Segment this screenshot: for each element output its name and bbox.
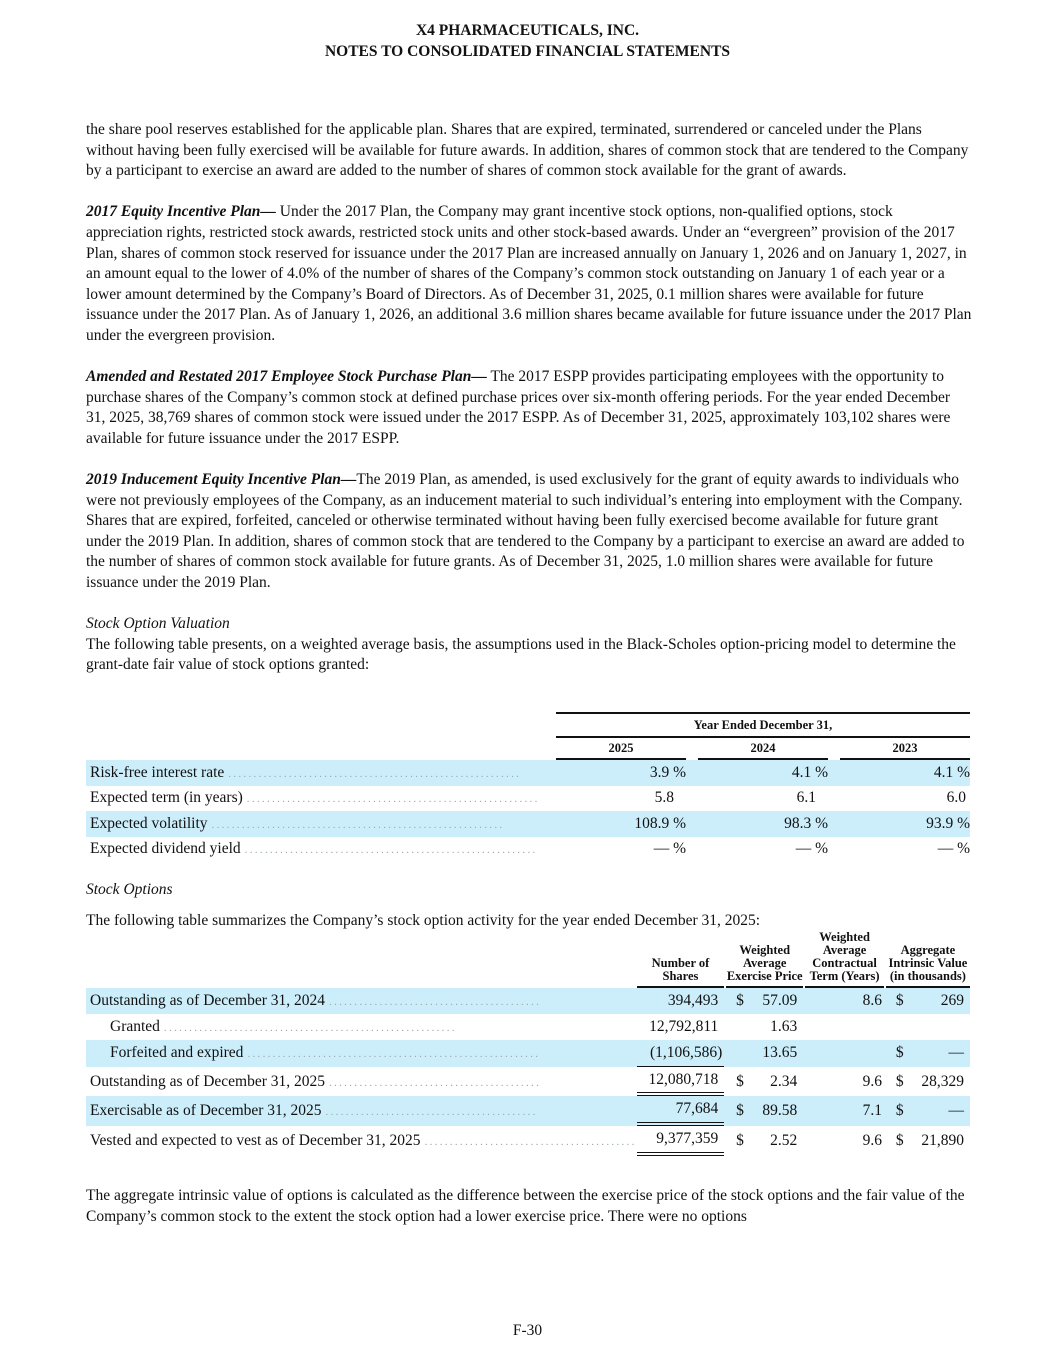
cell-shares: (1,106,586) (637, 1040, 725, 1067)
espp-body: The 2017 ESPP provides participating employees with the opportunity to purchase shares of the Company’s common stock at defined purchase prices over six-month offering periods. For the year ended December 31, 2025, 38,769 shares of common stock were issued under the 2017 ESPP. As of December 31, 2025, approximately 103,102 shares were available for future issuance under the 2017 ESPP. (86, 368, 951, 447)
col-contractual-term: Weighted Average Contractual Term (Years) (805, 931, 884, 988)
options-intro: The following table summarizes the Company’s stock option activity for the year ended December 31, 2025: (86, 911, 761, 929)
row-label: Expected volatility (90, 814, 208, 832)
row-label: Forfeited and expired (110, 1044, 244, 1062)
cell-term (805, 1040, 884, 1067)
currency-symbol: $ (886, 1040, 910, 1067)
valuation-heading: Stock Option Valuation (86, 615, 230, 633)
assumptions-table (86, 712, 970, 862)
cell-term: 8.6 (805, 988, 884, 1014)
col-number-of-shares: Number of Shares (637, 931, 725, 988)
table-row: Expected term (in years) .......................................................... 5.8 6.1 6.0 (86, 786, 970, 812)
cell-value: 108.9 % (556, 811, 686, 837)
cell-intrinsic: 269 (910, 988, 970, 1014)
cell-value: 93.9 % (840, 811, 970, 837)
cell-value: 4.1 % (698, 760, 828, 786)
currency-symbol (726, 1014, 750, 1040)
table-row: Expected dividend yield .......................................................... — % — % — % (86, 837, 970, 863)
currency-symbol: $ (726, 1096, 750, 1126)
options-heading: Stock Options (86, 881, 173, 899)
company-name: X4 PHARMACEUTICALS, INC. (415, 22, 640, 39)
row-label: Outstanding as of December 31, 2025 (90, 1072, 326, 1090)
cell-price: 2.52 (770, 1132, 798, 1150)
currency-symbol: $ (886, 988, 910, 1014)
year-2025-header: 2025 (556, 738, 686, 760)
cell-value: 6.0 (946, 789, 966, 807)
plan-2019-paragraph (86, 470, 972, 594)
intro-paragraph: the share pool reserves established for the applicable plan. Shares that are expired, terminated, surrendered or canceled under the Plans without having been fully exercised will be available for future awards. In addition, shares of common stock that are tendered to the Company by a participant to exercise an award are added to the number of shares of common stock available for the grant of awards. (86, 121, 969, 180)
currency-symbol: $ (726, 988, 750, 1014)
cell-shares: 9,377,359 (637, 1126, 725, 1156)
table-row: Outstanding as of December 31, 2024 .......................................... 394,493 $ 57.09 8.6 $ 269 (86, 988, 970, 1014)
cell-value: 3.9 % (556, 760, 686, 786)
cell-intrinsic: 21,890 (921, 1132, 964, 1150)
table-row: Granted .......................................................... 12,792,811 1.63 (86, 1014, 970, 1040)
cell-price: 89.58 (750, 1096, 803, 1126)
cell-value: 6.1 (796, 789, 816, 807)
cell-price: 1.63 (770, 1017, 798, 1035)
cell-value: — % (653, 840, 686, 858)
table-row: Expected volatility .......................................................... 108.9 % 98.3 % 93.9 % (86, 811, 970, 837)
cell-shares: 12,080,718 (637, 1067, 725, 1097)
row-label: Exercisable as of December 31, 2025 (90, 1102, 322, 1120)
cell-price: 57.09 (750, 988, 803, 1014)
cell-price: 13.65 (750, 1040, 803, 1067)
cell-price: 2.34 (770, 1072, 798, 1090)
row-label: Vested and expected to vest as of December 31, 2025 (90, 1132, 421, 1150)
currency-symbol (726, 1040, 750, 1067)
plan-2019-body: The 2019 Plan, as amended, is used exclusively for the grant of equity awards to individuals who were not previously employees of the Company, as an inducement material to such individual’s entering into employment with the Company. Shares that are expired, forfeited, canceled or otherwise terminated without having been fully exercised become available for future grant under the 2019 Plan. In addition, shares of common stock that are tendered to the Company by a participant to exercise an award are added to the number of shares of common stock available for future grants. As of December 31, 2025, 1.0 million shares were available for future issuance under the 2019 Plan. (86, 471, 965, 592)
espp-paragraph (86, 367, 972, 449)
currency-symbol: $ (886, 1096, 910, 1126)
cell-term: 9.6 (862, 1132, 883, 1150)
currency-symbol (886, 1014, 910, 1040)
row-label: Outstanding as of December 31, 2024 (90, 992, 326, 1010)
stock-options-table (86, 931, 970, 1156)
row-label: Expected dividend yield (90, 840, 241, 858)
page-content (86, 120, 972, 1227)
currency-symbol: $ (895, 1072, 904, 1090)
page-number: F-30 (512, 1322, 543, 1339)
cell-value: 5.8 (654, 789, 674, 807)
plan-2017-body: Under the 2017 Plan, the Company may grant incentive stock options, non-qualified options, stock appreciation rights, restricted stock awards, restricted stock units and other stock-based awards. Under an “evergreen” provision of the 2017 Plan, shares of common stock reserved for issuance under the 2017 Plan are increased annually on January 1, 2026 and on January 1, 2027, in an amount equal to the lower of 4.0% of the number of shares of the Company’s common stock outstanding on January 1 of each year or a lower amount determined by the Company’s Board of Directors. As of December 31, 2025, 0.1 million shares were available for future issuance under the 2017 Plan. As of January 1, 2026, an additional 3.6 million shares became available for future issuance under the 2017 Plan under the evergreen provision. (86, 203, 972, 344)
cell-term (805, 1014, 884, 1040)
section-title: NOTES TO CONSOLIDATED FINANCIAL STATEMENTS (324, 43, 731, 60)
valuation-intro: The following table presents, on a weighted average basis, the assumptions used in the Black-Scholes option-pricing model to determine the grant-date fair value of stock options granted: (86, 635, 956, 674)
currency-symbol: $ (895, 1132, 904, 1150)
cell-shares: 394,493 (637, 988, 725, 1014)
cell-value: — % (795, 840, 828, 858)
col-intrinsic-value: Aggregate Intrinsic Value (in thousands) (886, 931, 970, 988)
cell-term: 9.6 (862, 1072, 883, 1090)
plan-2017-paragraph (86, 202, 972, 346)
espp-title: Amended and Restated 2017 Employee Stock Purchase Plan— (86, 368, 487, 386)
cell-shares: 12,792,811 (649, 1017, 719, 1035)
plan-2017-title: 2017 Equity Incentive Plan— (86, 203, 276, 221)
year-2023-header: 2023 (840, 738, 970, 760)
currency-symbol: $ (736, 1072, 744, 1090)
year-ended-header: Year Ended December 31, (556, 712, 970, 738)
row-label: Risk-free interest rate (90, 763, 225, 781)
plan-2019-title: 2019 Inducement Equity Incentive Plan— (86, 471, 357, 489)
row-label: Granted (110, 1017, 160, 1035)
cell-intrinsic: — (910, 1040, 970, 1067)
col-exercise-price: Weighted Average Exercise Price (726, 931, 803, 988)
currency-symbol: $ (736, 1132, 744, 1150)
table-row: Forfeited and expired .......................................................... (1,106,586) 13.65 $ — (86, 1040, 970, 1067)
cell-intrinsic (910, 1014, 970, 1040)
cell-value: 98.3 % (698, 811, 828, 837)
cell-value: — % (937, 840, 970, 858)
cell-shares: 77,684 (637, 1096, 725, 1126)
cell-term: 7.1 (805, 1096, 884, 1126)
table-row: Risk-free interest rate .......................................................... 3.9 % 4.1 % 4.1 % (86, 760, 970, 786)
closing-paragraph: The aggregate intrinsic value of options is calculated as the difference between the exercise price of the stock options and the fair value of the Company’s common stock to the extent the stock option had a lower exercise price. There were no options (86, 1187, 965, 1225)
row-label: Expected term (in years) (90, 789, 243, 807)
cell-intrinsic: — (910, 1096, 970, 1126)
year-2024-header: 2024 (698, 738, 828, 760)
cell-intrinsic: 28,329 (921, 1072, 964, 1090)
table-row: Vested and expected to vest as of December 31, 2025 .......................................... 9,377,359 $ 2.52 9.6 $ 21,890 (86, 1126, 970, 1156)
table-row: Outstanding as of December 31, 2025 .......................................... 12,080,718 $ 2.34 9.6 $ 28,329 (86, 1067, 970, 1097)
table-row: Exercisable as of December 31, 2025 .......................................... 77,684 $ 89.58 7.1 $ — (86, 1096, 970, 1126)
cell-value: 4.1 % (840, 760, 970, 786)
page-header (0, 20, 1055, 62)
